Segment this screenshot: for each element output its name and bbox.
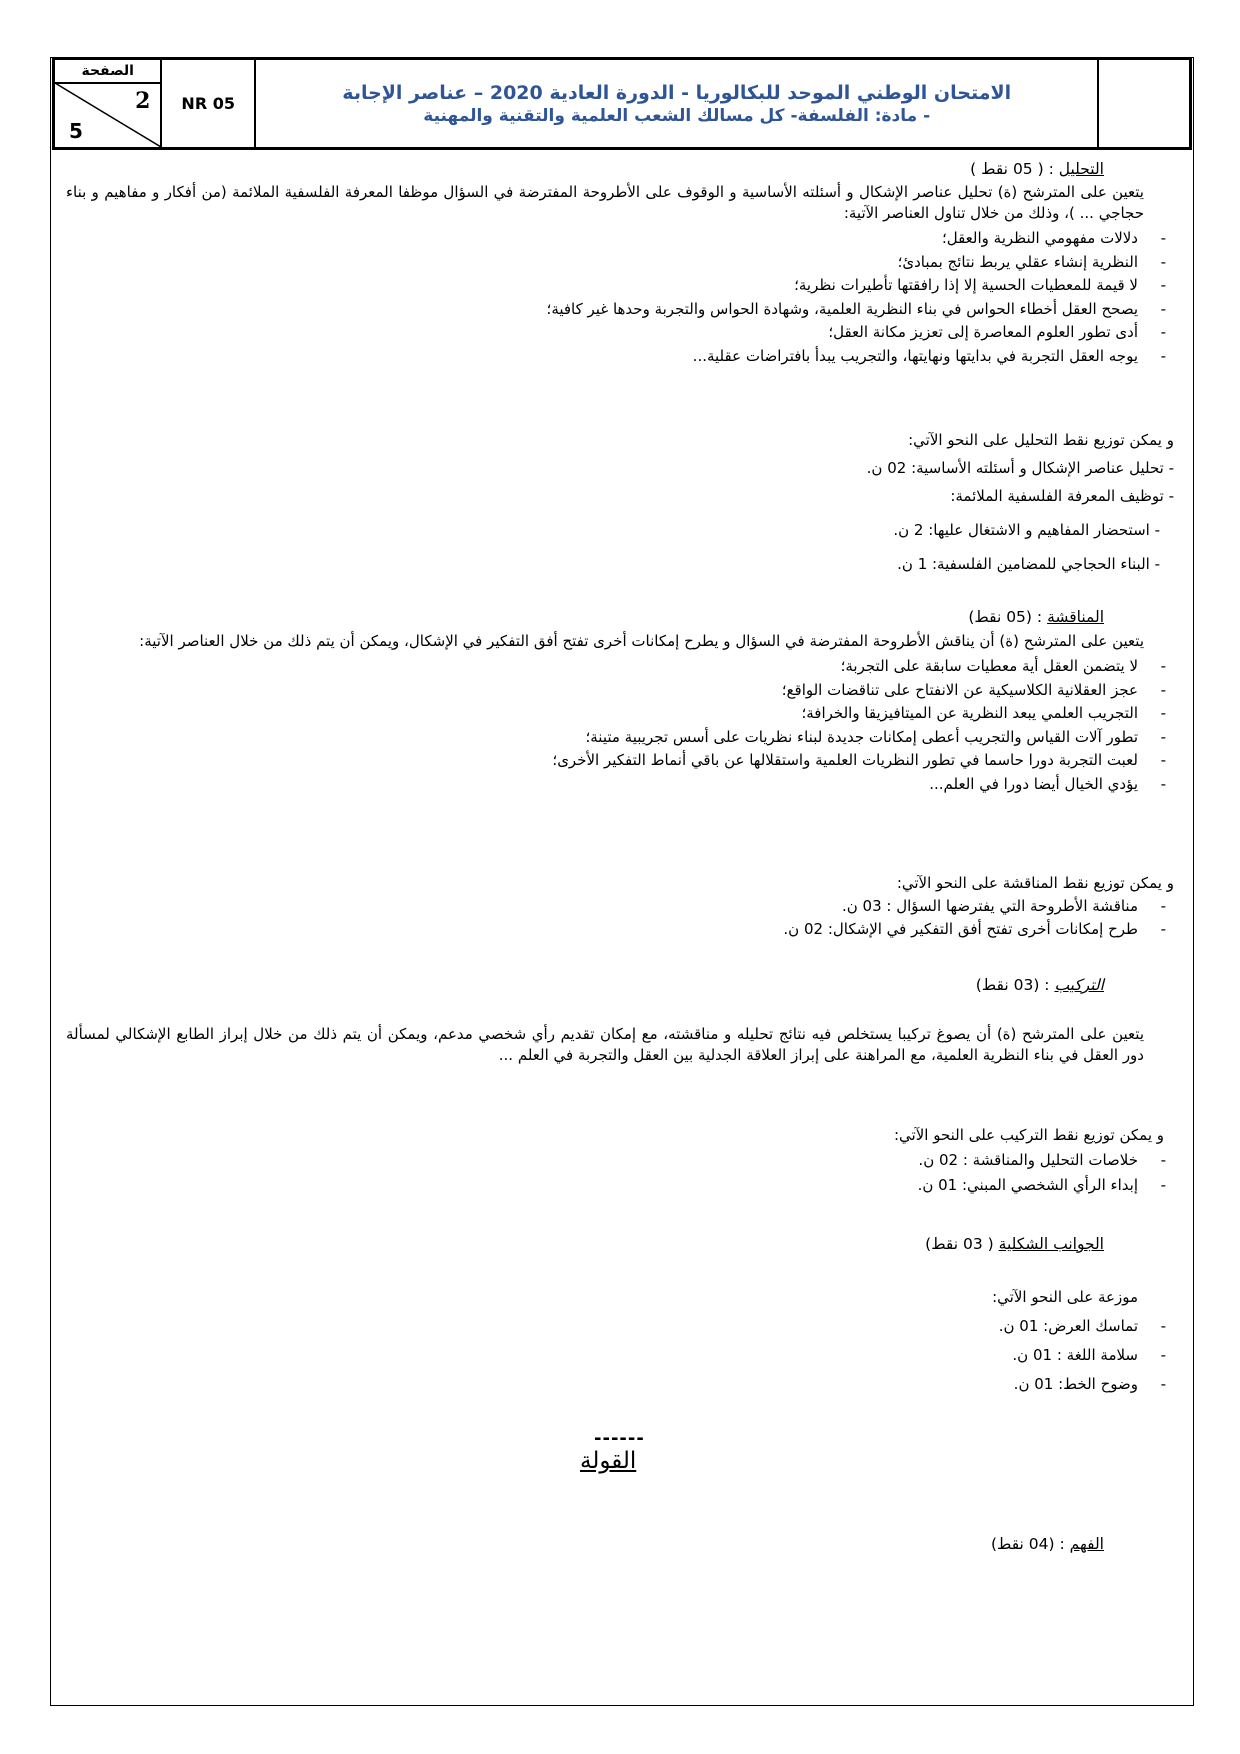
list-item: - يصحح العقل أخطاء الحواس في بناء النظرية العلمية، وشهادة الحواس والتجربة وحدها غير كافية؛	[66, 298, 1174, 322]
analysis-section	[66, 182, 1174, 368]
distribution-line: - البناء الحجاجي للمضامين الفلسفية: 1 ن.	[897, 555, 1160, 573]
discussion-heading	[968, 608, 1104, 626]
analysis-list	[66, 227, 1174, 368]
discussion-section	[66, 631, 1174, 796]
discussion-intro: يتعين على المترشح (ة) أن يناقش الأطروحة المفترضة في السؤال و يطرح إمكانات أخرى تفتح أفق التفكير في الإشكال، ويمكن أن يتم ذلك من خلال العناصر الآتية:	[139, 632, 1144, 650]
analysis-label: التحليل	[1058, 160, 1104, 178]
analysis-heading	[970, 160, 1104, 178]
analysis-distribution	[66, 426, 1174, 578]
discussion-distribution-list	[66, 895, 1174, 941]
page-label: الصفحة	[55, 61, 160, 84]
distribution-line: - توظيف المعرفة الفلسفية الملائمة:	[950, 487, 1174, 505]
distribution-intro: و يمكن توزيع نقط المناقشة على النحو الآتي:	[896, 874, 1174, 892]
synthesis-intro: يتعين على المترشح (ة) أن يصوغ تركيبا يستخلص فيه نتائج تحليله و مناقشته، مع إمكان تقديم رأي شخصي مدعم، ويمكن أن يتم ذلك من خلال إبراز الطابع الإشكالي لمسألة دور العقل في بناء النظرية العلمية، مع المراهنة على إبراز العلاقة الجدلية بين العقل والتجربة في العلم ...	[66, 1025, 1144, 1064]
list-item: - لعبت التجربة دورا حاسما في تطور النظريات العلمية واستقلالها عن باقي أنماط التفكير الأخرى؛	[66, 749, 1174, 773]
distribution-line: - تحليل عناصر الإشكال و أسئلته الأساسية: 02 ن.	[866, 459, 1174, 477]
exam-title: الامتحان الوطني الموحد للبكالوريا - الدورة العادية 2020 – عناصر الإجابة	[342, 81, 1012, 104]
list-item: - لا قيمة للمعطيات الحسية إلا إذا رافقتها تأطيرات نظرية؛	[66, 274, 1174, 298]
formal-heading	[925, 1235, 1104, 1253]
synthesis-label: التركيب	[1054, 976, 1104, 994]
exam-code: NR 05	[162, 60, 256, 147]
exam-title-block	[256, 60, 1100, 147]
section-separator: ------	[594, 1428, 645, 1449]
list-item: - يؤدي الخيال أيضا دورا في العلم...	[66, 773, 1174, 797]
comprehension-points: : (04 نقط)	[990, 1535, 1065, 1553]
formal-distribution-list	[66, 1312, 1174, 1399]
synthesis-points: : (03 نقط)	[975, 976, 1050, 994]
list-item: - يوجه العقل التجربة في بدايتها ونهايتها، والتجريب يبدأ بافتراضات عقلية...	[66, 345, 1174, 369]
analysis-intro: يتعين على المترشح (ة) تحليل عناصر الإشكال و أسئلته الأساسية و الوقوف على الأطروحة المفترضة في السؤال موظفا المعرفة الفلسفية الملائمة (من أفكار و مفاهيم و بناء حجاجي ... )، وذلك من خلال تناول العناصر الآتية:	[66, 183, 1144, 222]
list-item: - لا يتضمن العقل أية معطيات سابقة على التجربة؛	[66, 655, 1174, 679]
list-item: - التجريب العلمي يبعد النظرية عن الميتافيزيقا والخرافة؛	[66, 702, 1174, 726]
list-item: - وضوح الخط: 01 ن.	[66, 1370, 1174, 1399]
exam-subtitle: - مادة: الفلسفة- كل مسالك الشعب العلمية والتقنية والمهنية	[423, 105, 931, 126]
discussion-distribution	[66, 872, 1174, 941]
list-item: - تماسك العرض: 01 ن.	[66, 1312, 1174, 1341]
blank-cell	[1099, 60, 1189, 147]
list-item: - النظرية إنشاء عقلي يربط نتائج بمبادئ؛	[66, 251, 1174, 275]
list-item: - تطور آلات القياس والتجريب أعطى إمكانات جديدة لبناء نظريات على أسس تجريبية متينة؛	[66, 726, 1174, 750]
discussion-label: المناقشة	[1047, 608, 1104, 626]
distribution-intro: و يمكن توزيع نقط التحليل على النحو الآتي:	[908, 431, 1174, 449]
exam-header	[52, 57, 1192, 150]
formal-label: الجوانب الشكلية	[998, 1235, 1104, 1253]
list-item: - سلامة اللغة : 01 ن.	[66, 1341, 1174, 1370]
page-current: 2	[135, 88, 151, 114]
quote-title: القولة	[580, 1448, 637, 1474]
formal-points: ( 03 نقط)	[925, 1235, 994, 1253]
page-total: 5	[69, 119, 83, 143]
list-item: - خلاصات التحليل والمناقشة : 02 ن.	[66, 1148, 1174, 1173]
discussion-points: : (05 نقط)	[968, 608, 1043, 626]
synthesis-section	[66, 1024, 1174, 1066]
distribution-intro: موزعة على النحو الآتي:	[992, 1288, 1138, 1306]
page-number-cell	[55, 60, 162, 147]
list-item: - إبداء الرأي الشخصي المبني: 01 ن.	[66, 1173, 1174, 1198]
distribution-line: - استحضار المفاهيم و الاشتغال عليها: 2 ن.	[893, 521, 1160, 539]
list-item: - دلالات مفهومي النظرية والعقل؛	[66, 227, 1174, 251]
analysis-points: : ( 05 نقط )	[970, 160, 1054, 178]
comprehension-heading	[991, 1535, 1104, 1553]
list-item: - مناقشة الأطروحة التي يفترضها السؤال : 03 ن.	[66, 895, 1174, 918]
distribution-intro: و يمكن توزيع نقط التركيب على النحو الآتي:	[894, 1126, 1164, 1144]
synthesis-distribution-list	[66, 1148, 1174, 1198]
synthesis-heading	[976, 976, 1104, 994]
list-item: - طرح إمكانات أخرى تفتح أفق التفكير في الإشكال: 02 ن.	[66, 918, 1174, 941]
discussion-list	[66, 655, 1174, 796]
list-item: - عجز العقلانية الكلاسيكية عن الانفتاح على تناقضات الواقع؛	[66, 679, 1174, 703]
formal-distribution	[66, 1283, 1174, 1399]
synthesis-distribution	[66, 1123, 1174, 1198]
list-item: - أدى تطور العلوم المعاصرة إلى تعزيز مكانة العقل؛	[66, 321, 1174, 345]
comprehension-label: الفهم	[1069, 1535, 1104, 1553]
